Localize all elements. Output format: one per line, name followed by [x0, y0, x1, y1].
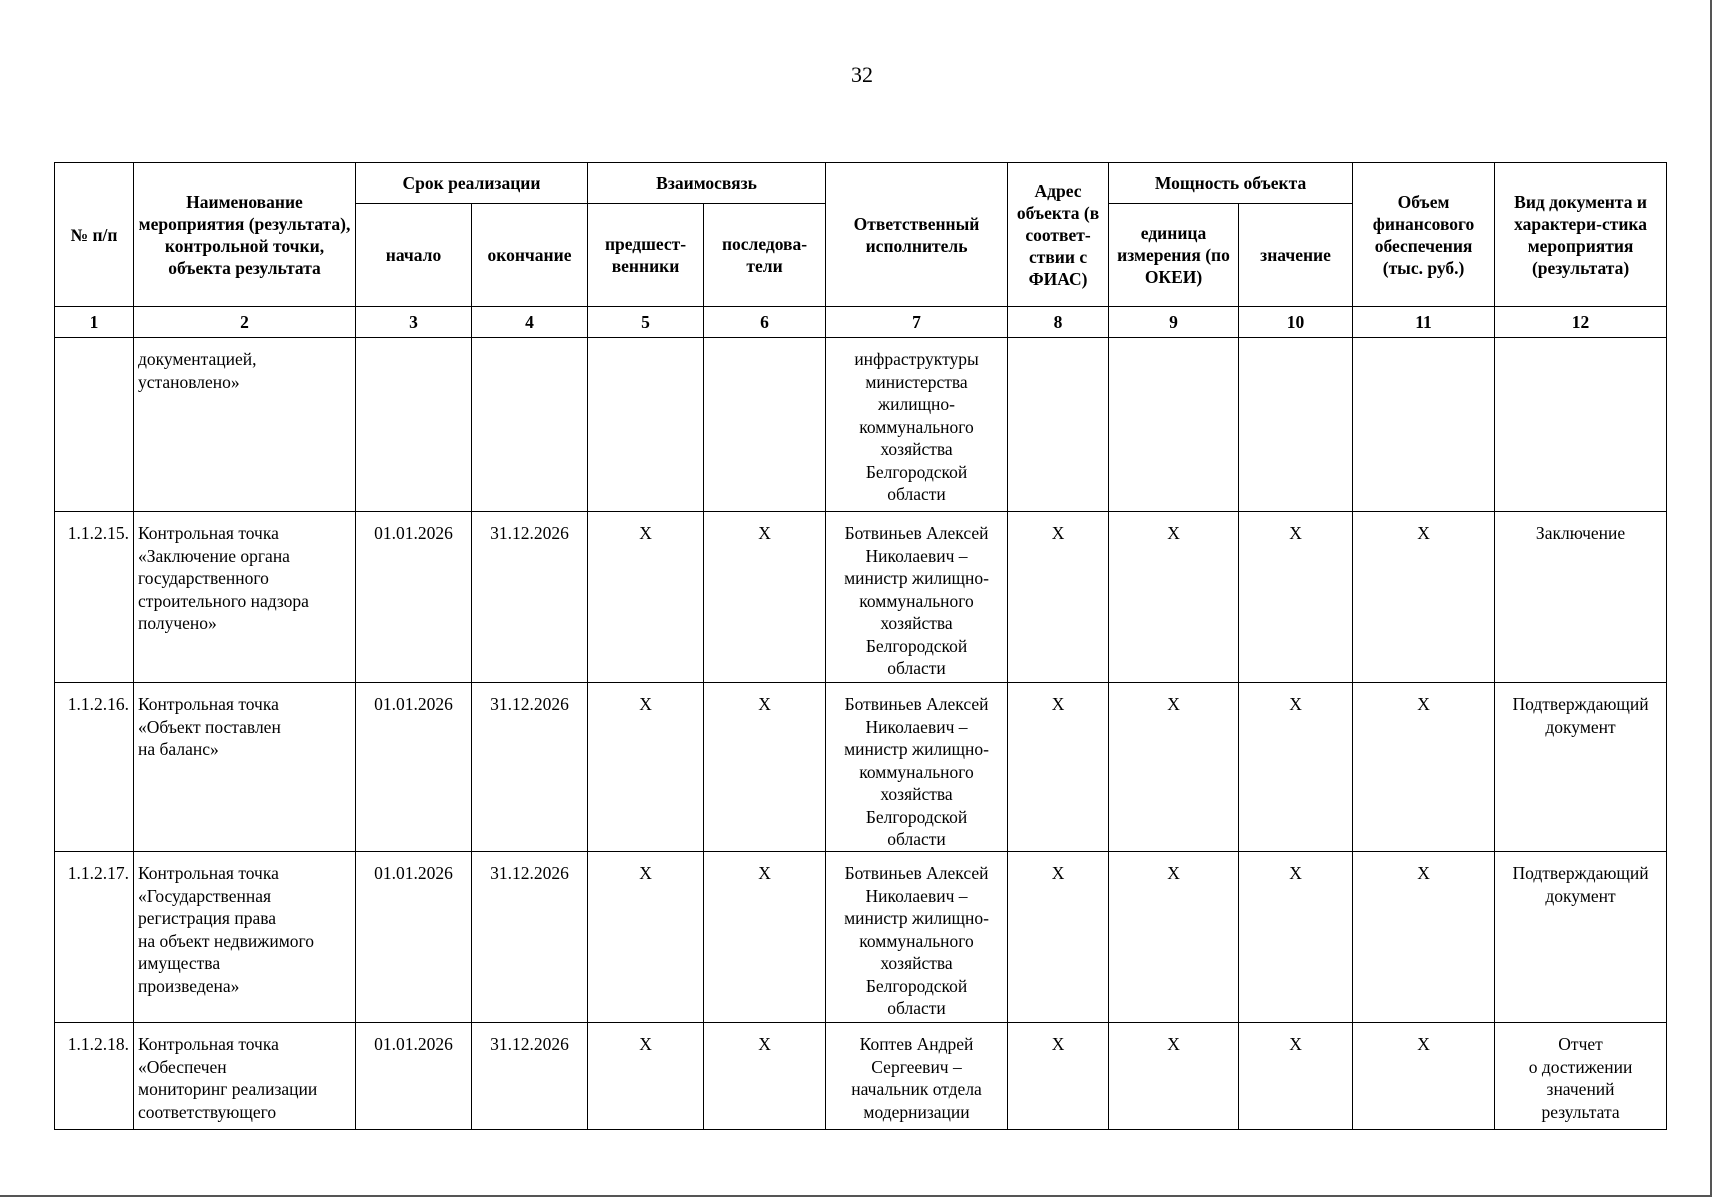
header-finance: Объем финансового обеспечения (тыс. руб.) [1353, 163, 1495, 307]
row-doc [1495, 338, 1667, 512]
row-finance: X [1353, 683, 1495, 852]
column-number-row [55, 307, 1667, 338]
row-name: Контрольная точка «Государственная регистрация права на объект недвижимого имущества произведена» [134, 852, 356, 1023]
row-executor: Ботвиньев Алексей Николаевич – министр жилищно- коммунального хозяйства Белгородской области [826, 512, 1008, 683]
row-name: Контрольная точка «Обеспечен мониторинг реализации соответствующего [134, 1023, 356, 1130]
row-prev: X [588, 1023, 704, 1130]
row-finance: X [1353, 1023, 1495, 1130]
row-doc: Отчет о достижении значений результата [1495, 1023, 1667, 1130]
header-link-next: последова-тели [704, 204, 826, 307]
row-executor: инфраструктуры министерства жилищно- коммунального хозяйства Белгородской области [826, 338, 1008, 512]
row-num: 1.1.2.17. [55, 852, 134, 1023]
header-address: Адрес объекта (в соответ-ствии с ФИАС) [1008, 163, 1109, 307]
header-num: № п/п [55, 163, 134, 307]
row-unit: X [1109, 683, 1239, 852]
row-end: 31.12.2026 [472, 512, 588, 683]
row-end: 31.12.2026 [472, 852, 588, 1023]
header-cap-unit: единица измерения (по ОКЕИ) [1109, 204, 1239, 307]
col-number: 4 [472, 307, 588, 338]
row-doc: Подтверждающий документ [1495, 852, 1667, 1023]
row-name: Контрольная точка «Заключение органа государственного строительного надзора получено» [134, 512, 356, 683]
row-executor: Ботвиньев Алексей Николаевич – министр жилищно- коммунального хозяйства Белгородской области [826, 683, 1008, 852]
header-term-start: начало [356, 204, 472, 307]
row-start: 01.01.2026 [356, 852, 472, 1023]
row-next: X [704, 683, 826, 852]
row-value [1239, 338, 1353, 512]
col-number: 9 [1109, 307, 1239, 338]
row-start: 01.01.2026 [356, 683, 472, 852]
row-next: X [704, 1023, 826, 1130]
row-num: 1.1.2.16. [55, 683, 134, 852]
header-doc: Вид документа и характери-стика мероприятия (результата) [1495, 163, 1667, 307]
row-address: X [1008, 683, 1109, 852]
header-executor: Ответственный исполнитель [826, 163, 1008, 307]
row-name: Контрольная точка «Объект поставлен на баланс» [134, 683, 356, 852]
row-end: 31.12.2026 [472, 1023, 588, 1130]
row-prev: X [588, 683, 704, 852]
table-row [55, 683, 1667, 852]
row-prev: X [588, 512, 704, 683]
table-row [55, 1023, 1667, 1130]
row-next: X [704, 852, 826, 1023]
row-value: X [1239, 852, 1353, 1023]
col-number: 6 [704, 307, 826, 338]
row-start: 01.01.2026 [356, 512, 472, 683]
header-term: Срок реализации [356, 163, 588, 204]
row-address: X [1008, 512, 1109, 683]
row-unit: X [1109, 852, 1239, 1023]
col-number: 7 [826, 307, 1008, 338]
row-unit: X [1109, 512, 1239, 683]
row-value: X [1239, 683, 1353, 852]
row-finance: X [1353, 852, 1495, 1023]
col-number: 12 [1495, 307, 1667, 338]
row-value: X [1239, 1023, 1353, 1130]
row-finance [1353, 338, 1495, 512]
row-end [472, 338, 588, 512]
row-finance: X [1353, 512, 1495, 683]
row-next [704, 338, 826, 512]
row-prev: X [588, 852, 704, 1023]
row-executor: Коптев Андрей Сергеевич – начальник отдела модернизации [826, 1023, 1008, 1130]
header-cap-value: значение [1239, 204, 1353, 307]
row-unit [1109, 338, 1239, 512]
table-row [55, 338, 1667, 512]
row-doc: Подтверждающий документ [1495, 683, 1667, 852]
row-doc: Заключение [1495, 512, 1667, 683]
row-start [356, 338, 472, 512]
header-name: Наименование мероприятия (результата), контрольной точки, объекта результата [134, 163, 356, 307]
col-number: 8 [1008, 307, 1109, 338]
col-number: 10 [1239, 307, 1353, 338]
table-row [55, 512, 1667, 683]
col-number: 5 [588, 307, 704, 338]
row-name: документацией, установлено» [134, 338, 356, 512]
row-address: X [1008, 852, 1109, 1023]
header-link-prev: предшест-венники [588, 204, 704, 307]
row-start: 01.01.2026 [356, 1023, 472, 1130]
row-address [1008, 338, 1109, 512]
header-term-end: окончание [472, 204, 588, 307]
col-number: 1 [55, 307, 134, 338]
table-row [55, 852, 1667, 1023]
row-num [55, 338, 134, 512]
row-prev [588, 338, 704, 512]
row-executor: Ботвиньев Алексей Николаевич – министр жилищно- коммунального хозяйства Белгородской области [826, 852, 1008, 1023]
row-num: 1.1.2.18. [55, 1023, 134, 1130]
row-unit: X [1109, 1023, 1239, 1130]
row-num: 1.1.2.15. [55, 512, 134, 683]
row-address: X [1008, 1023, 1109, 1130]
col-number: 3 [356, 307, 472, 338]
plan-table [54, 162, 1667, 1130]
col-number: 2 [134, 307, 356, 338]
row-value: X [1239, 512, 1353, 683]
header-capacity: Мощность объекта [1109, 163, 1353, 204]
row-next: X [704, 512, 826, 683]
header-row-1 [55, 163, 1667, 204]
header-link: Взаимосвязь [588, 163, 826, 204]
col-number: 11 [1353, 307, 1495, 338]
page-number: 32 [851, 62, 873, 87]
row-end: 31.12.2026 [472, 683, 588, 852]
